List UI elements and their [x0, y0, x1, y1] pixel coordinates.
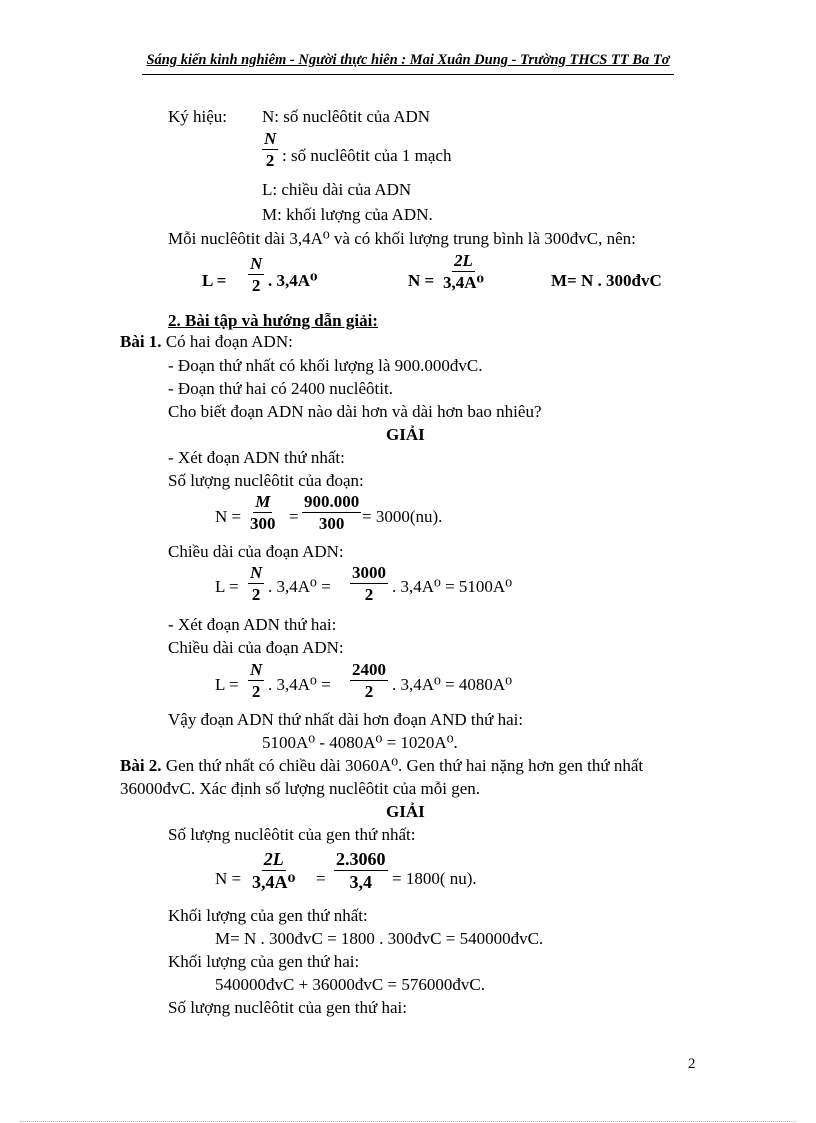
bai1-eq1-fraction1 — [250, 493, 276, 532]
formula-n-fraction — [443, 252, 484, 291]
fraction-numerator: 2.3060 — [336, 849, 386, 869]
fraction-denominator: 2 — [364, 585, 374, 604]
bai1-eq2-fraction1 — [248, 564, 264, 603]
fraction-denominator: 3,4A⁰ — [443, 273, 484, 292]
formula-m: M= N . 300đvC — [551, 271, 662, 290]
fraction-denominator: 2 — [251, 682, 261, 701]
bai2-eq1-equals: = — [316, 869, 326, 888]
formula-l-fraction — [248, 255, 264, 294]
fraction-denominator: 3,4 — [349, 872, 372, 892]
fraction-numerator: 2L — [263, 849, 284, 869]
fraction-numerator: 2400 — [352, 660, 386, 679]
bai1-eq1-prefix: N = — [215, 507, 242, 526]
bai2-eq1-prefix: N = — [215, 869, 242, 888]
bai1-result: 5100A⁰ - 4080A⁰ = 1020A⁰. — [262, 733, 458, 752]
bai2-heading — [120, 757, 643, 774]
bai2-label: Bài 2. — [120, 756, 162, 775]
bai1-step4: - Xét đoạn ADN thứ hai: — [168, 615, 337, 634]
formula-n-prefix: N = — [408, 271, 435, 290]
header-rule — [142, 74, 674, 75]
fraction-denominator: 2 — [364, 682, 374, 701]
bai1-eq1-fraction2 — [302, 493, 361, 532]
fraction-denominator: 300 — [250, 514, 276, 533]
formula-l-suffix: . 3,4A⁰ — [268, 271, 318, 290]
bai2-step1: Số lượng nuclêôtit của gen thứ nhất: — [168, 825, 416, 844]
bai1-eq3-suffix: . 3,4A⁰ = 4080A⁰ — [392, 675, 513, 694]
fraction-denominator: 2 — [251, 276, 261, 295]
section-title: 2. Bài tập và hướng dẫn giải: — [168, 311, 378, 330]
bai1-eq3-fraction2 — [350, 661, 388, 700]
bai1-heading — [120, 333, 293, 350]
fraction-numerator: N — [264, 129, 277, 148]
fraction-numerator: M — [255, 492, 271, 511]
bai2-step2: Khối lượng của gen thứ nhất: — [168, 906, 368, 925]
bai1-step3: Chiều dài của đoạn ADN: — [168, 542, 344, 561]
bai2-step6: Số lượng nuclêôtit của gen thứ hai: — [168, 998, 407, 1017]
bai2-text: Gen thứ nhất có chiều dài 3060A⁰. Gen thứ hai nặng hơn gen thứ nhất — [161, 756, 644, 775]
bai2-step5: 540000đvC + 36000đvC = 576000đvC. — [215, 975, 485, 994]
fraction-numerator: 2L — [454, 251, 473, 270]
page-number: 2 — [688, 1056, 696, 1072]
legend-n2-text: : số nuclêôtit của 1 mạch — [282, 146, 452, 165]
bai1-text: Có hai đoạn ADN: — [161, 332, 293, 351]
bai2-eq1-suffix: = 1800( nu). — [392, 869, 477, 888]
bai2-step3: M= N . 300đvC = 1800 . 300đvC = 540000đvC. — [215, 929, 544, 948]
fraction-numerator: 3000 — [352, 563, 386, 582]
bai1-line2: - Đoạn thứ hai có 2400 nuclêôtit. — [168, 379, 393, 398]
fraction-denominator: 2 — [265, 151, 275, 170]
bai1-step1: - Xét đoạn ADN thứ nhất: — [168, 448, 345, 467]
legend-l: L: chiều dài của ADN — [262, 180, 412, 199]
fraction-denominator: 3,4A⁰ — [252, 872, 296, 892]
bai1-eq1-suffix: = 3000(nu). — [362, 507, 443, 526]
bai1-giai: GIẢI — [386, 425, 425, 444]
page-header: Sáng kiến kinh nghiêm - Người thực hiên : Mai Xuân Dung - Trường THCS TT Ba Tơ — [146, 52, 670, 68]
page-bottom-rule — [20, 1121, 796, 1122]
bai1-eq3-middle: . 3,4A⁰ = — [268, 675, 331, 694]
legend-m: M: khối lượng của ADN. — [262, 205, 433, 224]
bai1-step2: Số lượng nuclêôtit của đoạn: — [168, 471, 364, 490]
bai1-eq1-equals: = — [289, 507, 299, 526]
formula-l-prefix: L = — [202, 271, 227, 290]
bai1-label: Bài 1. — [120, 332, 162, 351]
bai1-eq2-prefix: L = — [215, 577, 239, 596]
fraction-numerator: 900.000 — [304, 492, 360, 511]
fraction-denominator: 300 — [318, 514, 345, 533]
bai2-eq1-fraction2 — [334, 850, 388, 891]
intro-text: Mỗi nuclêôtit dài 3,4A⁰ và có khối lượng trung bình là 300đvC, nên: — [168, 229, 636, 248]
bai1-eq2-fraction2 — [350, 564, 388, 603]
bai1-step5: Chiều dài của đoạn ADN: — [168, 638, 344, 657]
fraction-denominator: 2 — [251, 585, 261, 604]
bai2-text2: 36000đvC. Xác định số lượng nuclêôtit của mỗi gen. — [120, 779, 481, 798]
bai2-step4: Khối lượng của gen thứ hai: — [168, 952, 360, 971]
bai1-eq2-suffix: . 3,4A⁰ = 5100A⁰ — [392, 577, 513, 596]
fraction-numerator: N — [250, 660, 263, 679]
bai1-question: Cho biết đoạn ADN nào dài hơn và dài hơn bao nhiêu? — [168, 402, 542, 421]
bai1-eq2-middle: . 3,4A⁰ = — [268, 577, 331, 596]
fraction-numerator: N — [250, 563, 263, 582]
legend-n: N: số nuclêôtit của ADN — [262, 107, 431, 126]
legend-n2-fraction — [262, 130, 278, 169]
legend-label: Ký hiệu: — [168, 107, 228, 126]
bai1-conclusion: Vậy đoạn ADN thứ nhất dài hơn đoạn AND thứ hai: — [168, 710, 524, 729]
bai1-eq3-prefix: L = — [215, 675, 239, 694]
bai2-eq1-fraction1 — [252, 850, 295, 891]
fraction-numerator: N — [250, 254, 263, 273]
bai1-eq3-fraction1 — [248, 661, 264, 700]
bai2-giai: GIẢI — [386, 802, 425, 821]
bai1-line1: - Đoạn thứ nhất có khối lượng là 900.000đvC. — [168, 356, 483, 375]
